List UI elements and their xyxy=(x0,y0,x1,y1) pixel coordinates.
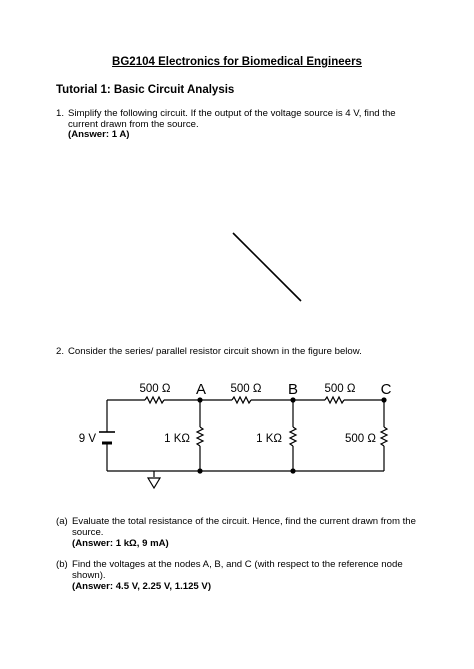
node-a-dot xyxy=(197,397,202,402)
q1-text: Simplify the following circuit. If the output of the voltage source is 4 V, find the current drawn from the source. xyxy=(68,108,396,130)
label-series-1: 500 Ω xyxy=(139,383,171,395)
ground-symbol xyxy=(148,478,160,488)
tutorial-title: Tutorial 1: Basic Circuit Analysis xyxy=(56,84,235,96)
label-node-a: A xyxy=(195,381,207,398)
node-b-dot xyxy=(290,397,295,402)
series-resistor-3 xyxy=(325,397,344,403)
label-shunt-c: 500 Ω xyxy=(345,433,376,445)
q2-number: 2. xyxy=(56,346,65,357)
q2b-answer: (Answer: 4.5 V, 2.25 V, 1.125 V) xyxy=(72,581,212,592)
label-node-c: C xyxy=(380,381,392,398)
label-source: 9 V xyxy=(78,433,96,445)
node-c-dot xyxy=(381,397,386,402)
q2b-label: (b) xyxy=(56,559,68,570)
shunt-resistor-b xyxy=(290,427,296,446)
label-series-2: 500 Ω xyxy=(230,383,262,395)
q2a-answer: (Answer: 1 kΩ, 9 mA) xyxy=(72,538,169,549)
label-shunt-b: 1 KΩ xyxy=(256,433,282,445)
q2-text: Consider the series/ parallel resistor circuit shown in the figure below. xyxy=(68,346,362,357)
q2a-text: Evaluate the total resistance of the circuit. Hence, find the current drawn from the source. xyxy=(72,516,416,538)
shunt-resistor-c xyxy=(381,427,387,446)
q1-number: 1. xyxy=(56,108,65,119)
q2a-label: (a) xyxy=(56,516,68,527)
course-title: BG2104 Electronics for Biomedical Engineers xyxy=(112,56,362,68)
label-series-3: 500 Ω xyxy=(324,383,356,395)
shunt-resistor-a xyxy=(197,427,203,446)
series-resistor-2 xyxy=(232,397,251,403)
label-node-b: B xyxy=(287,381,299,398)
q1-answer: (Answer: 1 A) xyxy=(68,129,130,140)
q2b-text: Find the voltages at the nodes A, B, and C (with respect to the reference node shown). xyxy=(72,559,403,581)
label-shunt-a: 1 KΩ xyxy=(164,433,190,445)
series-resistor-1 xyxy=(145,397,164,403)
